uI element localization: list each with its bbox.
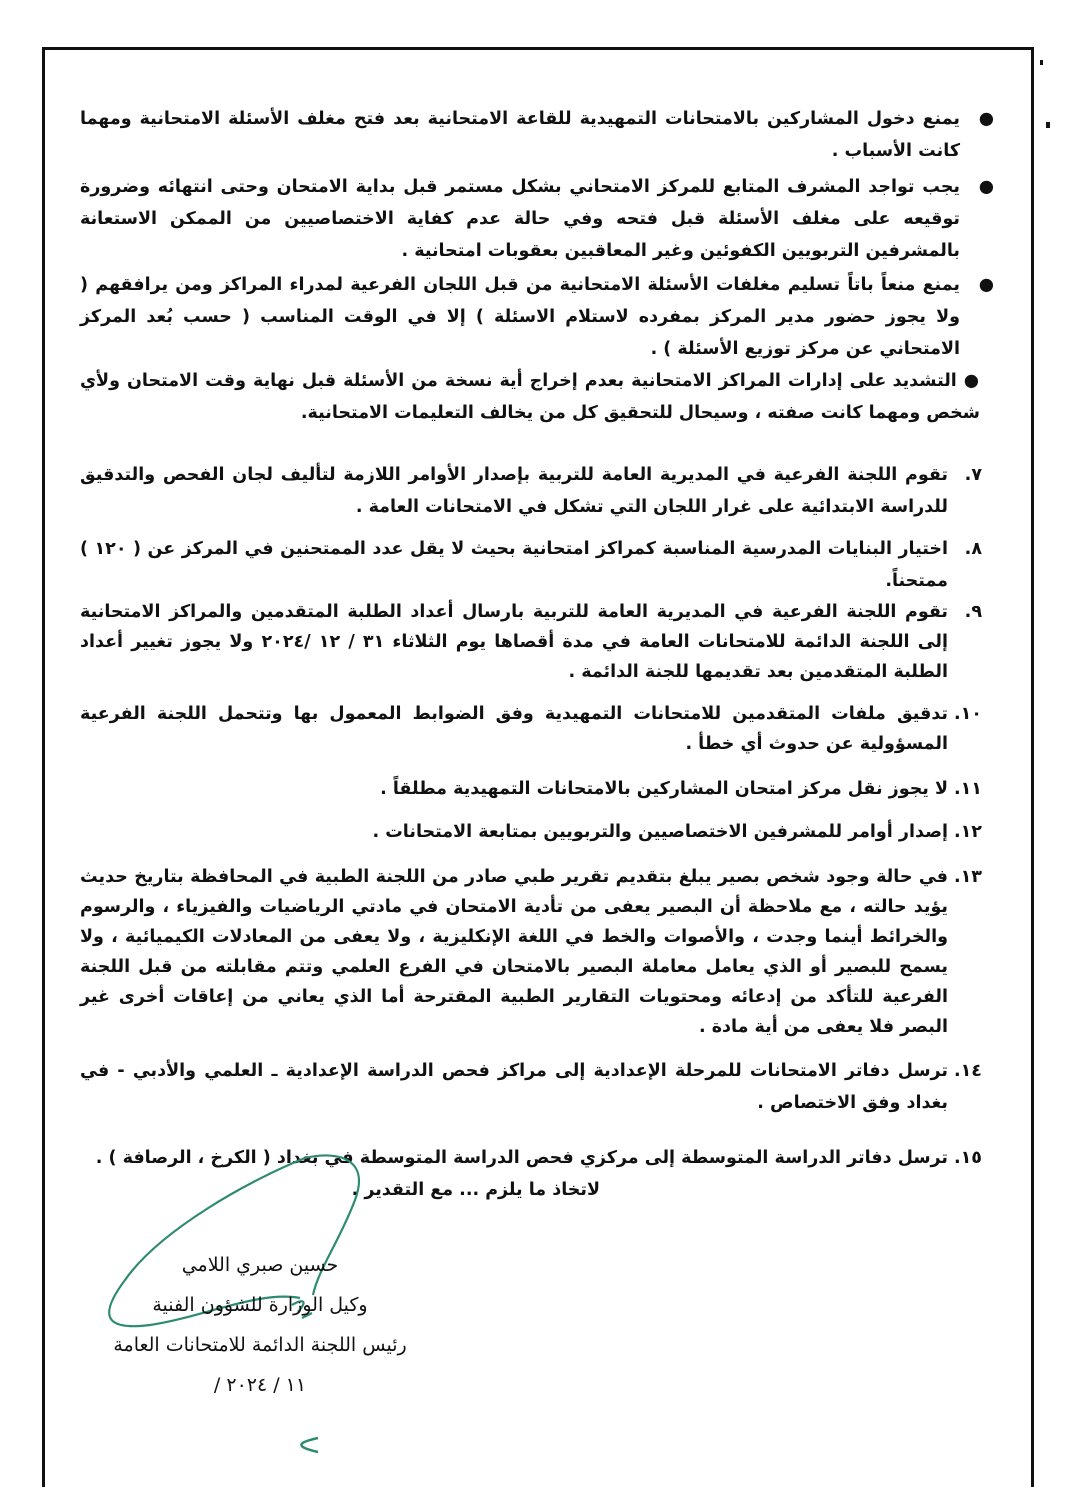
item-number: ١١. xyxy=(953,779,982,799)
signature-date: / ١١ / ٢٠٢٤ xyxy=(213,1374,307,1396)
signatory-name: حسين صبري اللامي xyxy=(181,1254,339,1276)
item-text: في حالة وجود شخص بصير يبلغ بتقديم تقرير طبي صادر من اللجنة الطبية في المحافظة بتاريخ حديث يؤيد حالته ، مع ملاحظة أن البصير يعفى من تأدية الامتحان في مادتي الرياضيات والفيزياء ، والرسوم والخرائط أينما وجدت ، والأصوات والخط في اللغة الإنكليزية ، ولا يعفى من المعادلات الكيميائية ، ولا يسمح للبصير أو الذي يعامل معاملة البصير بالامتحان في الفرع العلمي وتتم مقابلته من قبل اللجنة الفرعية للتأكد من إدعائه ومحتويات التقارير الطبية المقترحة أما الذي يعاني من إعاقات أخرى غير البصر فلا يعفى من أية مادة . xyxy=(80,867,948,1037)
bullet-icon: ● xyxy=(978,275,994,295)
item-text: لا يجوز نقل مركز امتحان المشاركين بالامتحانات التمهيدية مطلقاً . xyxy=(380,779,948,799)
item-text: تدقيق ملفات المتقدمين للامتحانات التمهيدية وفق الضوابط المعمول بها وتتحمل اللجنة الفرعية المسؤولية عن حدوث أي خطأ . xyxy=(80,704,948,754)
item-text: تقوم اللجنة الفرعية في المديرية العامة للتربية بارسال أعداد الطلبة المتقدمين والمراكز الامتحانية إلى اللجنة الدائمة للامتحانات العامة في مدة أقصاها يوم الثلاثاء ٣١ / ١٢ /٢٠٢٤ ولا يجوز تغيير أعداد الطلبة المتقدمين بعد تقديمها للجنة الدائمة . xyxy=(80,602,948,682)
bullet-text: التشديد على إدارات المراكز الامتحانية بعدم إخراج أية نسخة من الأسئلة قبل نهاية وقت الامتحان ولأي شخص ومهما كانت صفته ، وسيحال للتحقيق كل من يخالف التعليمات الامتحانية. xyxy=(80,371,980,423)
item-number: ١٣. xyxy=(953,867,982,887)
item-text: ترسل دفاتر الدراسة المتوسطة إلى مركزي فحص الدراسة المتوسطة في بغداد ( الكرخ ، الرصافة ) . xyxy=(95,1148,948,1168)
item-text: ترسل دفاتر الامتحانات للمرحلة الإعدادية إلى مراكز فحص الدراسة الإعدادية ـ العلمي والأدبي - في بغداد وفق الاختصاص . xyxy=(80,1061,948,1113)
date-mark xyxy=(301,1438,318,1452)
bullet-text: يمنع دخول المشاركين بالامتحانات التمهيدية للقاعة الامتحانية بعد فتح مغلف الأسئلة الامتحانية ومهما كانت الأسباب . xyxy=(80,109,960,161)
bullet-text: يجب تواجد المشرف المتابع للمركز الامتحاني بشكل مستمر قبل بداية الامتحان وحتى انتهائه وضرورة توقيعه على مغلف الأسئلة قبل فتحه وفي حالة عدم كفاية الاختصاصيين من الممكن الاستعانة بالمشرفين التربويين الكفوئين وغير المعاقبين بعقوبات امتحانية . xyxy=(80,177,960,261)
item-number: ٧. xyxy=(964,465,982,485)
closing-line: لاتخاذ ما يلزم ... مع التقدير . xyxy=(351,1180,600,1200)
item-number: ١٥. xyxy=(953,1148,982,1168)
signatory-block xyxy=(80,1245,440,1405)
item-number: ٨. xyxy=(964,539,982,559)
item-number: ١٤. xyxy=(953,1061,982,1081)
bullet-text: يمنع منعاً باتاً تسليم مغلفات الأسئلة الامتحانية من قبل اللجان الفرعية لمدراء المراكز ومن يرافقهم ( ولا يجوز حضور مدير المركز بمفرده لاستلام الاسئلة ) إلا في الوقت المناسب ( حسب بُعد المركز الامتحاني عن مركز توزيع الأسئلة ) . xyxy=(80,275,960,359)
signatory-title: وكيل الوزارة للشؤون الفنية xyxy=(152,1294,368,1316)
bullet-icon: ● xyxy=(978,177,994,197)
item-text: تقوم اللجنة الفرعية في المديرية العامة للتربية بإصدار الأوامر اللازمة لتأليف لجان الفحص والتدقيق للدراسة الابتدائية على غرار اللجان التي تشكل في الامتحانات العامة . xyxy=(80,465,948,517)
bullet-icon: ● xyxy=(978,109,994,129)
item-text: إصدار أوامر للمشرفين الاختصاصيين والتربويين بمتابعة الامتحانات . xyxy=(372,822,948,842)
item-number: ١٠. xyxy=(953,704,982,724)
item-number: ٩. xyxy=(964,602,982,622)
bullet-icon: ● xyxy=(956,371,980,391)
signatory-title: رئيس اللجنة الدائمة للامتحانات العامة xyxy=(113,1334,407,1356)
item-text: اختيار البنايات المدرسية المناسبة كمراكز امتحانية بحيث لا يقل عدد الممتحنين في المركز عن ( ١٢٠ ) ممتحناً. xyxy=(80,539,948,591)
item-number: ١٢. xyxy=(953,822,982,842)
